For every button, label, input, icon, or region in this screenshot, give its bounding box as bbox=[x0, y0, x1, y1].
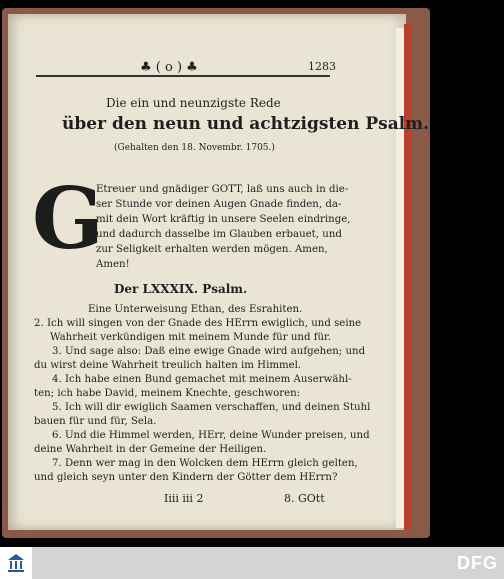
prayer-line: und dadurch dasselbe im Glauben erbauet, und bbox=[96, 229, 342, 240]
prayer-line: zur Seligkeit erhalten werden mögen. Amen, bbox=[96, 244, 328, 255]
catchword: 8. GOtt bbox=[284, 492, 325, 505]
psalm-line: bauen für und für, Sela. bbox=[34, 416, 157, 427]
psalm-line: 3. Und sage also: Daß eine ewige Gnade wird aufgehen; und bbox=[52, 346, 366, 357]
prayer-line: Etreuer und gnädiger GOTT, laß uns auch in die- bbox=[96, 184, 349, 195]
psalm-line: ten; ich habe David, meinem Knechte, geschworen: bbox=[34, 388, 301, 399]
psalm-line: du wirst deine Wahrheit treulich halten im Himmel. bbox=[34, 360, 302, 371]
signature-mark: Iiii iii 2 bbox=[164, 492, 204, 505]
psalm-heading: Der LXXXIX. Psalm. bbox=[114, 282, 248, 296]
psalm-line: 2. Ich will singen von der Gnade des HErrn ewiglich, und seine bbox=[34, 318, 362, 329]
viewer-footer-bar bbox=[0, 547, 504, 579]
psalm-line: Wahrheit verkündigen mit meinem Munde für und für. bbox=[50, 332, 332, 343]
psalm-line: 7. Denn wer mag in den Wolcken dem HErrn gleich gelten, bbox=[52, 458, 358, 469]
prayer-line: mit dein Wort kräftig in unsere Seelen eindringe, bbox=[96, 214, 351, 225]
page-edge-white bbox=[396, 28, 404, 528]
page-number: 1283 bbox=[308, 60, 336, 73]
psalm-line: 5. Ich will dir ewiglich Saamen verschaffen, und deinen Stuhl bbox=[52, 402, 371, 413]
psalm-line: Eine Unterweisung Ethan, des Esrahiten. bbox=[88, 304, 303, 315]
prayer-line: Amen! bbox=[96, 259, 130, 270]
page-edge-red bbox=[404, 24, 412, 530]
drop-cap-initial: G bbox=[32, 169, 104, 268]
library-logo-icon bbox=[0, 547, 32, 579]
psalm-line: 6. Und die Himmel werden, HErr, deine Wunder preisen, und bbox=[52, 430, 370, 441]
dfg-logo: DFG bbox=[457, 553, 498, 573]
sermon-title-line1: Die ein und neunzigste Rede bbox=[106, 96, 281, 110]
header-ornament: ♣ ( o ) ♣ bbox=[140, 60, 198, 75]
psalm-line: und gleich seyn unter den Kindern der Götter dem HErrn? bbox=[34, 472, 338, 483]
header-rule bbox=[36, 75, 330, 77]
psalm-line: 4. Ich habe einen Bund gemachet mit meinem Auserwähl- bbox=[52, 374, 352, 385]
sermon-title-line2: über den neun und achtzigsten Psalm. bbox=[62, 114, 430, 134]
sermon-date: (Gehalten den 18. Novembr. 1705.) bbox=[114, 143, 275, 153]
prayer-line: ser Stunde vor deinen Augen Gnade finden, da- bbox=[96, 199, 342, 210]
psalm-line: deine Wahrheit in der Gemeine der Heiligen. bbox=[34, 444, 267, 455]
